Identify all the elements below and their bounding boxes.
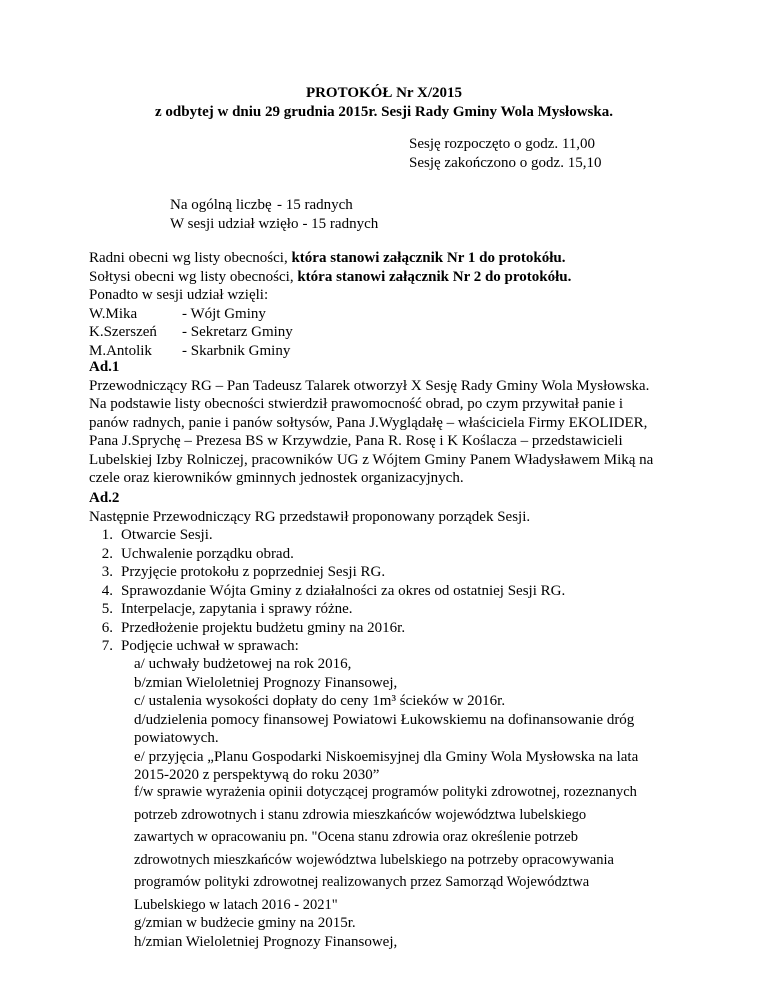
total-value: - 15 radnych	[277, 197, 353, 213]
subitem-f-line: Lubelskiego w latach 2016 - 2021"	[134, 896, 338, 913]
ad1-line: czele oraz kierowników gminnych jednostek organizacyjnych.	[89, 470, 464, 486]
soltysi-prefix: Sołtysi obecni wg listy obecności,	[89, 268, 294, 285]
guest-role: - Skarbnik Gminy	[182, 342, 291, 359]
session-end: Sesję zakończono o godz. 15,10	[409, 154, 602, 171]
also-present: Ponadto w sesji udział wzięli:	[89, 287, 269, 303]
guest-name: K.Szerszeń	[89, 324, 157, 340]
agenda-text: Przyjęcie protokołu z poprzedniej Sesji RG.	[121, 564, 386, 580]
ad1-line: Pana J.Sprychę – Prezesa BS w Krzywdzie, Pana R. Rosę i K Koślacza – przedstawicieli	[89, 433, 623, 449]
agenda-item	[89, 526, 213, 545]
agenda-number: 2.	[101, 545, 113, 562]
agenda-number: 6.	[101, 619, 113, 636]
agenda-text: Przedłożenie projektu budżetu gminy na 2016r.	[121, 619, 406, 636]
subitem-f-line: programów polityki zdrowotnej realizowanych przez Samorząd Województwa	[134, 874, 590, 890]
radni-prefix: Radni obecni wg listy obecności,	[89, 250, 288, 266]
subitem-f-line: potrzeb zdrowotnych i stanu zdrowia mieszkańców województwa lubelskiego	[134, 806, 587, 823]
subitems-g-h	[134, 914, 397, 951]
agenda-item	[89, 619, 405, 638]
present-label: W sesji udział wzięło	[170, 215, 299, 232]
ad1-section	[89, 358, 653, 488]
subitem: e/ przyjęcia „Planu Gospodarki Niskoemisyjnej dla Gminy Wola Mysłowska na lata	[134, 748, 639, 765]
subitem: g/zmian w budżecie gminy na 2015r.	[134, 915, 356, 931]
agenda-number: 1.	[101, 527, 113, 543]
subitem: powiatowych.	[134, 730, 219, 746]
agenda-text: Uchwalenie porządku obrad.	[121, 545, 294, 562]
radni-attachment: która stanowi załącznik Nr 1 do protokółu.	[291, 250, 566, 266]
subitem-f-line: zdrowotnych mieszkańców województwa lubelskiego na potrzeby opracowywania	[134, 851, 614, 868]
subitem: h/zmian Wieloletniej Prognozy Finansowej,	[134, 933, 398, 950]
session-times	[409, 135, 601, 172]
presence-block	[89, 249, 571, 360]
agenda-number: 5.	[101, 601, 113, 617]
ad1-heading: Ad.1	[89, 359, 120, 375]
agenda-number: 7.	[101, 638, 113, 654]
total-label: Na ogólną liczbę	[170, 197, 272, 213]
agenda-text: Interpelacje, zapytania i sprawy różne.	[121, 601, 353, 617]
subitem-f-line: zawartych w opracowaniu pn. "Ocena stanu zdrowia oraz określenie potrzeb	[134, 829, 578, 845]
ad2-section	[89, 489, 530, 526]
subitem: 2015-2020 z perspektywą do roku 2030”	[134, 767, 380, 783]
subitems-a-e	[134, 655, 638, 785]
attendance-block	[170, 196, 378, 233]
ad1-line: Na podstawie listy obecności stwierdził prawomocność obrad, po czym przywitał panie i	[89, 396, 624, 412]
subitem: b/zmian Wieloletniej Prognozy Finansowej,	[134, 674, 398, 691]
ad1-line: panów radnych, panie i panów sołtysów, Pana J.Wyglądałę – właściciela Firmy EKOLIDER,	[89, 414, 648, 431]
guest-name: W.Mika	[89, 305, 138, 322]
radni-line	[89, 249, 571, 268]
agenda-text: Otwarcie Sesji.	[121, 527, 213, 543]
agenda-item	[89, 582, 565, 601]
guest-row	[89, 323, 571, 342]
subitem-f	[134, 781, 637, 916]
agenda-text: Sprawozdanie Wójta Gminy z działalności za okres od ostatniej Sesji RG.	[121, 582, 566, 599]
agenda-number: 3.	[101, 564, 113, 580]
subitem: c/ ustalenia wysokości dopłaty do ceny 1m³ ścieków w 2016r.	[134, 693, 506, 709]
present-value: - 15 radnych	[302, 215, 379, 232]
ad1-line: Przewodniczący RG – Pan Tadeusz Talarek otworzył X Sesję Rady Gminy Wola Mysłowska.	[89, 377, 650, 394]
subitem-f-line: f/w sprawie wyrażenia opinii dotyczącej programów polityki zdrowotnej, rozeznanych	[134, 784, 637, 800]
agenda-text: Podjęcie uchwał w sprawach:	[121, 638, 299, 654]
guest-name: M.Antolik	[89, 342, 152, 359]
soltysi-attachment: która stanowi załącznik Nr 2 do protokółu.	[297, 268, 572, 285]
subitem: a/ uchwały budżetowej na rok 2016,	[134, 656, 352, 672]
agenda-item	[89, 600, 353, 619]
title-line-1: PROTOKÓŁ Nr X/2015	[305, 85, 463, 101]
agenda-item	[89, 563, 385, 582]
guest-role: - Wójt Gminy	[182, 305, 266, 322]
agenda-item	[89, 545, 294, 564]
guest-role: - Sekretarz Gminy	[182, 324, 293, 340]
guest-row	[89, 305, 571, 324]
document-title	[0, 84, 768, 121]
soltysi-line	[89, 268, 571, 287]
ad1-line: Lubelskiej Izby Rolniczej, pracowników UG z Wójtem Gminy Panem Władysławem Miką na	[89, 451, 654, 468]
subitem: d/udzielenia pomocy finansowej Powiatowi Łukowskiemu na dofinansowanie dróg	[134, 711, 635, 728]
agenda-number: 4.	[101, 582, 113, 599]
agenda-item	[89, 637, 299, 656]
ad2-intro: Następnie Przewodniczący RG przedstawił proponowany porządek Sesji.	[89, 508, 531, 525]
session-start: Sesję rozpoczęto o godz. 11,00	[409, 136, 596, 152]
ad2-heading: Ad.2	[89, 490, 120, 506]
title-line-2: z odbytej w dniu 29 grudnia 2015r. Sesji Rady Gminy Wola Mysłowska.	[155, 103, 613, 120]
